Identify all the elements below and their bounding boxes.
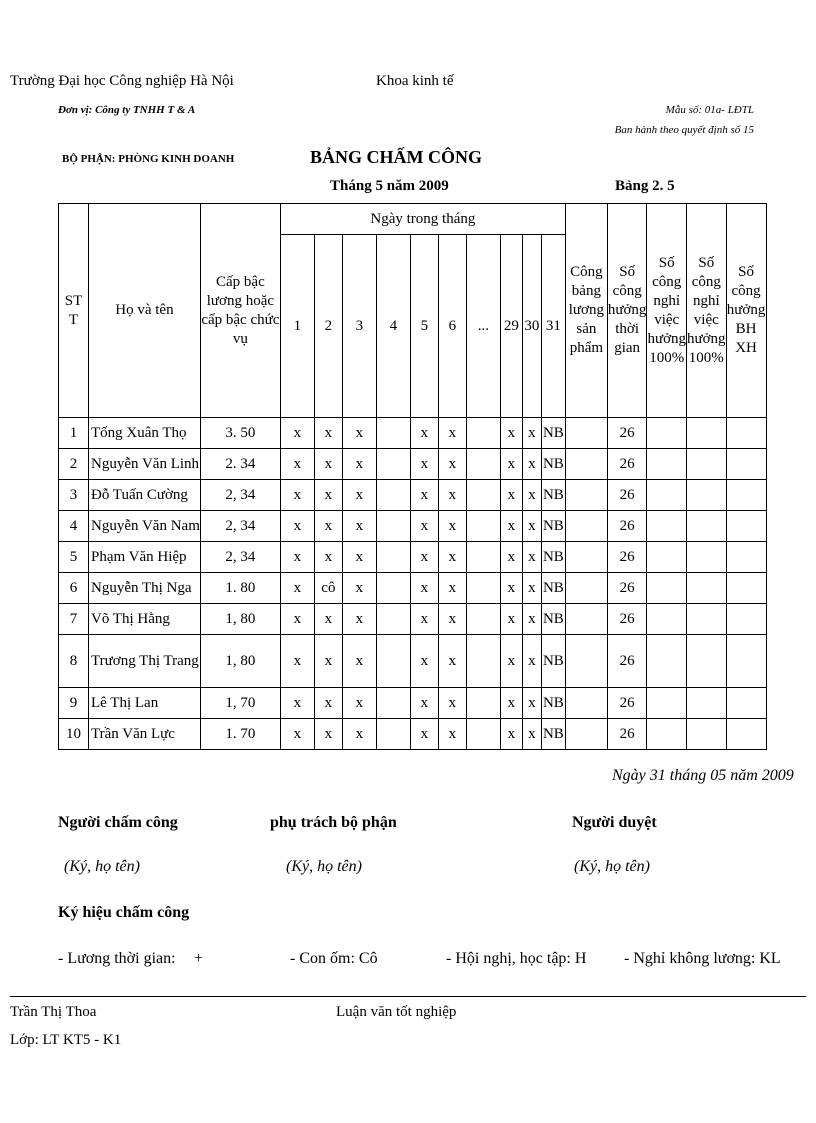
row-grade: 1, 80 [200, 604, 280, 635]
page-title: BẢNG CHẤM CÔNG [310, 147, 482, 167]
table-row [59, 542, 767, 573]
row-product [565, 604, 607, 635]
approver-title: Người duyệt [572, 814, 657, 831]
row-day-mark: NB [541, 542, 565, 573]
row-time-days: 26 [607, 573, 647, 604]
timekeeper-sign-hint: (Ký, họ tên) [64, 858, 140, 875]
row-day-mark: x [522, 719, 541, 750]
row-day-mark: x [342, 480, 376, 511]
date-line: Ngày 31 tháng 05 năm 2009 [612, 767, 794, 784]
row-day-mark: NB [541, 688, 565, 719]
row-leave100b [687, 604, 727, 635]
row-product [565, 635, 607, 688]
table-row [59, 418, 767, 449]
row-day-mark: x [438, 573, 466, 604]
row-day-mark: x [438, 719, 466, 750]
row-product [565, 719, 607, 750]
row-name: Võ Thị Hằng [89, 604, 201, 635]
row-day-mark: NB [541, 418, 565, 449]
row-product [565, 418, 607, 449]
row-day-mark: x [342, 635, 376, 688]
row-leave100b [687, 635, 727, 688]
day-header: 3 [342, 235, 376, 418]
row-leave100 [647, 635, 687, 688]
row-day-mark: x [314, 688, 342, 719]
row-grade: 1. 70 [200, 719, 280, 750]
col-bhxh-header: Số công hưởng BH XH [726, 204, 766, 418]
row-stt: 5 [59, 542, 89, 573]
row-day-mark: NB [541, 573, 565, 604]
row-day-mark: x [280, 511, 314, 542]
row-day-mark: x [500, 573, 522, 604]
row-product [565, 480, 607, 511]
row-time-days: 26 [607, 449, 647, 480]
day-header: 1 [280, 235, 314, 418]
row-day-mark: x [410, 542, 438, 573]
row-name: Đỗ Tuấn Cường [89, 480, 201, 511]
row-day-mark: x [410, 511, 438, 542]
row-day-mark [376, 418, 410, 449]
row-day-mark: x [280, 573, 314, 604]
row-leave100 [647, 418, 687, 449]
row-leave100b [687, 418, 727, 449]
col-name-header: Họ và tên [89, 204, 201, 418]
row-bhxh [726, 688, 766, 719]
row-name: Trần Văn Lực [89, 719, 201, 750]
col-stt-header: ST T [59, 204, 89, 418]
approver-sign-hint: (Ký, họ tên) [574, 858, 650, 875]
row-bhxh [726, 635, 766, 688]
row-day-mark: x [438, 511, 466, 542]
table-row [59, 449, 767, 480]
row-product [565, 511, 607, 542]
unit-name: Đơn vị: Công ty TNHH T & A [58, 104, 196, 116]
day-header: 6 [438, 235, 466, 418]
row-day-mark [376, 511, 410, 542]
row-day-mark: x [342, 542, 376, 573]
footer-class: Lớp: LT KT5 - K1 [10, 1032, 122, 1048]
row-stt: 3 [59, 480, 89, 511]
row-day-mark: x [280, 719, 314, 750]
legend-time-pay: - Lương thời gian: [58, 950, 176, 967]
row-day-mark: x [522, 573, 541, 604]
footer-thesis: Luận văn tốt nghiệp [336, 1004, 457, 1020]
row-day-mark: x [280, 418, 314, 449]
row-day-mark [376, 573, 410, 604]
row-day-mark: x [500, 418, 522, 449]
legend-unpaid: - Nghỉ không lương: KL [624, 950, 781, 967]
row-stt: 7 [59, 604, 89, 635]
day-header: 30 [522, 235, 541, 418]
row-day-mark: x [342, 604, 376, 635]
timekeeper-title: Người chấm công [58, 814, 178, 831]
row-product [565, 573, 607, 604]
legend-time-pay-symbol: + [194, 950, 204, 967]
table-number: Bảng 2. 5 [615, 178, 675, 194]
row-day-mark: x [410, 418, 438, 449]
row-leave100b [687, 480, 727, 511]
row-day-mark: x [314, 418, 342, 449]
row-stt: 8 [59, 635, 89, 688]
day-header: 4 [376, 235, 410, 418]
col-product-header: Công bảng lương sản phẩm [565, 204, 607, 418]
legend-sick-child: - Con ốm: Cô [290, 950, 378, 967]
col-days-group-header: Ngày trong tháng [280, 204, 565, 235]
row-grade: 1, 80 [200, 635, 280, 688]
row-day-mark: x [314, 480, 342, 511]
row-leave100b [687, 511, 727, 542]
row-day-mark: x [342, 511, 376, 542]
row-day-mark [376, 542, 410, 573]
row-leave100 [647, 511, 687, 542]
row-day-mark [466, 573, 500, 604]
row-leave100b [687, 542, 727, 573]
row-day-mark: x [280, 635, 314, 688]
row-day-mark: NB [541, 635, 565, 688]
row-stt: 2 [59, 449, 89, 480]
row-day-mark [376, 719, 410, 750]
row-day-mark: x [342, 573, 376, 604]
row-day-mark: x [280, 449, 314, 480]
decree-note: Ban hành theo quyết định số 15 [614, 124, 754, 136]
row-grade: 1. 80 [200, 573, 280, 604]
row-bhxh [726, 573, 766, 604]
row-day-mark: x [522, 604, 541, 635]
faculty-name: Khoa kinh tế [376, 73, 454, 89]
col-leave100b-header: Số công nghỉ việc hưởng 100% [687, 204, 727, 418]
row-day-mark: NB [541, 511, 565, 542]
row-day-mark: x [438, 635, 466, 688]
row-leave100 [647, 604, 687, 635]
row-day-mark [376, 480, 410, 511]
row-name: Nguyễn Văn Nam [89, 511, 201, 542]
row-day-mark: x [438, 688, 466, 719]
row-leave100 [647, 688, 687, 719]
row-day-mark: x [500, 449, 522, 480]
form-number: Mẫu số: 01a- LĐTL [665, 104, 754, 116]
row-day-mark [376, 604, 410, 635]
table-row [59, 635, 767, 688]
table-row [59, 604, 767, 635]
day-header: 5 [410, 235, 438, 418]
row-leave100b [687, 719, 727, 750]
table-row [59, 688, 767, 719]
row-product [565, 688, 607, 719]
row-time-days: 26 [607, 688, 647, 719]
period: Tháng 5 năm 2009 [330, 178, 449, 194]
attendance-table [58, 203, 767, 750]
row-day-mark: x [500, 604, 522, 635]
row-day-mark [466, 635, 500, 688]
row-day-mark: NB [541, 719, 565, 750]
row-day-mark [466, 511, 500, 542]
row-day-mark [466, 604, 500, 635]
legend-meeting: - Hội nghị, học tập: H [446, 950, 587, 967]
row-day-mark: NB [541, 449, 565, 480]
row-day-mark: x [500, 635, 522, 688]
row-day-mark [376, 635, 410, 688]
row-day-mark: x [410, 635, 438, 688]
row-day-mark: NB [541, 480, 565, 511]
dept-head-sign-hint: (Ký, họ tên) [286, 858, 362, 875]
row-leave100b [687, 688, 727, 719]
row-day-mark: x [280, 604, 314, 635]
row-day-mark: x [500, 542, 522, 573]
row-bhxh [726, 604, 766, 635]
footer-author: Trần Thị Thoa [10, 1004, 97, 1020]
row-day-mark: x [500, 719, 522, 750]
row-time-days: 26 [607, 635, 647, 688]
row-name: Phạm Văn Hiệp [89, 542, 201, 573]
row-name: Nguyễn Thị Nga [89, 573, 201, 604]
row-day-mark: x [342, 418, 376, 449]
row-stt: 9 [59, 688, 89, 719]
row-day-mark: x [314, 719, 342, 750]
row-day-mark: x [410, 449, 438, 480]
row-day-mark: NB [541, 604, 565, 635]
row-day-mark [466, 688, 500, 719]
row-stt: 10 [59, 719, 89, 750]
row-day-mark: x [522, 418, 541, 449]
row-time-days: 26 [607, 604, 647, 635]
row-day-mark [466, 449, 500, 480]
row-day-mark: x [438, 480, 466, 511]
row-name: Lê Thị Lan [89, 688, 201, 719]
row-time-days: 26 [607, 511, 647, 542]
row-leave100b [687, 573, 727, 604]
row-bhxh [726, 542, 766, 573]
row-grade: 1, 70 [200, 688, 280, 719]
row-day-mark [376, 449, 410, 480]
row-day-mark: x [438, 418, 466, 449]
row-product [565, 542, 607, 573]
row-time-days: 26 [607, 480, 647, 511]
row-day-mark: cô [314, 573, 342, 604]
table-row [59, 719, 767, 750]
row-day-mark: x [314, 635, 342, 688]
row-day-mark: x [342, 688, 376, 719]
row-day-mark: x [522, 688, 541, 719]
table-row [59, 480, 767, 511]
row-day-mark: x [410, 573, 438, 604]
row-bhxh [726, 719, 766, 750]
department: BỘ PHẬN: PHÒNG KINH DOANH [62, 153, 235, 165]
footer-divider [10, 996, 806, 997]
table-row [59, 573, 767, 604]
school-name: Trường Đại học Công nghiệp Hà Nội [10, 73, 234, 89]
row-day-mark: x [438, 449, 466, 480]
row-grade: 2, 34 [200, 480, 280, 511]
row-time-days: 26 [607, 719, 647, 750]
row-grade: 2, 34 [200, 511, 280, 542]
row-leave100 [647, 480, 687, 511]
row-day-mark: x [500, 688, 522, 719]
row-day-mark: x [522, 542, 541, 573]
row-leave100 [647, 542, 687, 573]
row-day-mark: x [410, 688, 438, 719]
row-time-days: 26 [607, 542, 647, 573]
row-bhxh [726, 511, 766, 542]
row-day-mark: x [410, 604, 438, 635]
row-product [565, 449, 607, 480]
row-day-mark: x [500, 511, 522, 542]
row-day-mark: x [410, 480, 438, 511]
row-leave100 [647, 449, 687, 480]
row-day-mark: x [522, 635, 541, 688]
col-leave100-header: Số công nghỉ việc hưởng 100% [647, 204, 687, 418]
row-grade: 2, 34 [200, 542, 280, 573]
row-name: Trương Thị Trang [89, 635, 201, 688]
row-day-mark: x [438, 604, 466, 635]
day-header: 29 [500, 235, 522, 418]
row-grade: 3. 50 [200, 418, 280, 449]
row-day-mark: x [342, 719, 376, 750]
row-day-mark [376, 688, 410, 719]
row-grade: 2. 34 [200, 449, 280, 480]
row-bhxh [726, 418, 766, 449]
row-day-mark: x [522, 480, 541, 511]
row-day-mark: x [280, 542, 314, 573]
dept-head-title: phụ trách bộ phận [270, 814, 397, 831]
row-bhxh [726, 449, 766, 480]
day-header: 31 [541, 235, 565, 418]
row-day-mark: x [438, 542, 466, 573]
table-row [59, 511, 767, 542]
row-day-mark: x [280, 688, 314, 719]
day-header: 2 [314, 235, 342, 418]
row-day-mark: x [314, 449, 342, 480]
row-stt: 6 [59, 573, 89, 604]
row-leave100 [647, 719, 687, 750]
row-day-mark [466, 480, 500, 511]
row-day-mark: x [522, 449, 541, 480]
col-time-header: Số công hưởng thời gian [607, 204, 647, 418]
row-day-mark: x [342, 449, 376, 480]
row-day-mark [466, 719, 500, 750]
row-stt: 4 [59, 511, 89, 542]
col-grade-header: Cấp bậc lương hoặc cấp bậc chức vụ [200, 204, 280, 418]
row-leave100 [647, 573, 687, 604]
row-leave100b [687, 449, 727, 480]
row-day-mark: x [280, 480, 314, 511]
row-day-mark: x [314, 542, 342, 573]
day-header: ... [466, 235, 500, 418]
row-name: Tống Xuân Thọ [89, 418, 201, 449]
row-day-mark: x [500, 480, 522, 511]
row-time-days: 26 [607, 418, 647, 449]
row-stt: 1 [59, 418, 89, 449]
row-day-mark: x [410, 719, 438, 750]
row-day-mark: x [314, 604, 342, 635]
row-day-mark [466, 542, 500, 573]
row-day-mark: x [314, 511, 342, 542]
row-day-mark: x [522, 511, 541, 542]
row-bhxh [726, 480, 766, 511]
row-day-mark [466, 418, 500, 449]
legend-title: Ký hiệu chấm công [58, 904, 190, 921]
row-name: Nguyễn Văn Linh [89, 449, 201, 480]
